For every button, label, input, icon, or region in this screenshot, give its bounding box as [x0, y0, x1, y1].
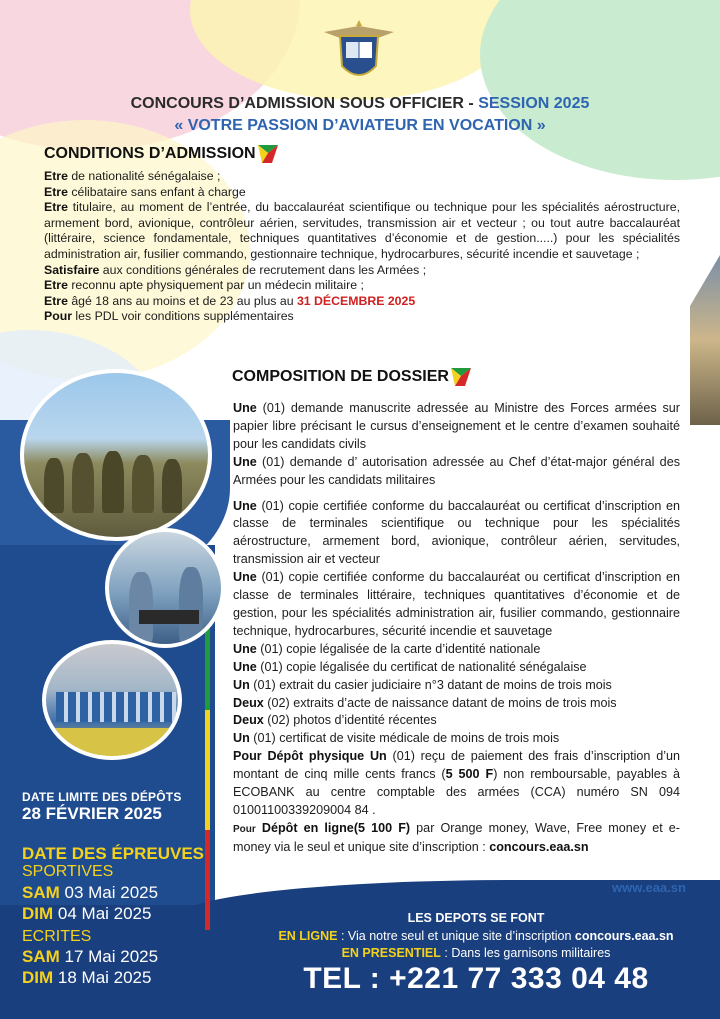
condition-item: Satisfaire aux conditions générales de recrutement dans les Armées ; [44, 262, 427, 277]
flag-triangle-icon [258, 145, 278, 163]
depots-online: EN LIGNE : Via notre seul et unique site d’inscription concours.eaa.sn [278, 929, 674, 943]
condition-item: Etre célibataire sans enfant à charge [44, 184, 246, 199]
dossier-item: Une (01) copie certifiée conforme du baccalauréat ou certificat d’inscription en classe de terminales scientifique ou technique pour les spécialités aérostructure, armement bord, avionique, contrôleur aérien, servitudes, transmission air et vecteur [233, 498, 680, 567]
condition-item-age: Etre âgé 18 ans au moins et de 23 au plus au 31 DÉCEMBRE 2025 [44, 293, 416, 308]
dossier-item: Une (01) demande manuscrite adressée au Ministre des Forces armées sur papier libre précisant le cursus d’enseignement et le centre d’examen souhaité pour les candidats civils [233, 401, 680, 451]
dossier-item: Une (01) demande d’ autorisation adressée au Chef d’état-major général des Armées pour les candidats militaires [233, 454, 680, 487]
aircraft-photo [690, 255, 720, 425]
deadline-label: DATE LIMITE DES DÉPÔTS [22, 790, 182, 804]
composition-list [233, 400, 680, 857]
dossier-item: Un (01) extrait du casier judiciaire n°3 datant de moins de trois mois [233, 677, 612, 692]
air-force-emblem-icon [322, 18, 396, 84]
registration-site: concours.eaa.sn [489, 839, 589, 854]
ecrites-date: SAM 17 Mai 2025 [22, 947, 159, 966]
depots-title: LES DEPOTS SE FONT [407, 911, 545, 925]
dossier-item: Un (01) certificat de visite médicale de moins de trois mois [233, 731, 560, 746]
soldiers-photo [20, 369, 212, 541]
conditions-list [44, 169, 680, 325]
sportives-date: SAM 03 Mai 2025 [22, 883, 159, 902]
phone-number[interactable]: TEL : +221 77 333 04 48 [303, 962, 649, 995]
sportives-label: SPORTIVES [22, 863, 114, 880]
bg-green-shape [480, 0, 720, 180]
conditions-title: CONDITIONS D’ADMISSION [44, 145, 278, 163]
composition-title: COMPOSITION DE DOSSIER [232, 368, 471, 386]
flag-strip-yellow [205, 710, 210, 830]
epreuves-title: DATE DES ÉPREUVES [22, 844, 205, 863]
deadline-value: 28 FÉVRIER 2025 [22, 804, 162, 823]
flag-strip-red [205, 830, 210, 930]
age-limit-date: 31 DÉCEMBRE 2025 [296, 293, 416, 308]
online-site-link[interactable]: concours.eaa.sn [574, 929, 674, 943]
dossier-item: Une (01) copie légalisée du certificat de nationalité sénégalaise [233, 659, 587, 674]
condition-item: Pour les PDL voir conditions supplémentaires [44, 309, 294, 324]
depot-en-ligne: Pour Dépôt en ligne(5 100 F) par Orange money, Wave, Free money et e-money via le seul et unique site d’inscription : concours.eaa.sn [233, 820, 680, 854]
depot-physique: Pour Dépôt physique Un (01) reçu de paiement des frais d’inscription d’un montant de cinq mille cents francs (5 500 F) non remboursable, payables à ECOBANK au centre comptable des armées (CCA) numéro SN 094 01001100339209004 84 . [233, 749, 681, 817]
condition-item: Etre titulaire, au moment de l’entrée, du baccalauréat scientifique ou technique pour les spécialités aérostructure, armement bord, avionique, contrôleur aérien, servitudes, transmission air et vecteur ; ou tout autre baccalauréat (littéraire, science fondamentale, techniques quantitatives d’économie et de gestion.....) pour les spécialités administration air, fusilier commando, gestionnaire technique, hydrocarbures, sécurité incendie et sauvetage ; [44, 200, 680, 261]
page-subtitle: « VOTRE PASSION D’AVIATEUR EN VOCATION » [174, 117, 546, 134]
ecrites-date: DIM 18 Mai 2025 [22, 968, 152, 987]
condition-item: Etre reconnu apte physiquement par un médecin militaire ; [44, 278, 364, 293]
sportives-date: DIM 04 Mai 2025 [22, 904, 152, 923]
dossier-item: Une (01) copie certifiée conforme du baccalauréat ou certificat d’inscription en classe de terminales littéraire, techniques quantitatives d’économie et de gestion, pour les spécialités administration air, fusilier commando, gestionnaire technique, hydrocarbures, sécurité incendie et sauvetage [233, 570, 680, 638]
dossier-item: Deux (02) photos d’identité récentes [233, 713, 437, 728]
dossier-item: Deux (02) extraits d’acte de naissance datant de moins de trois mois [233, 695, 617, 710]
depots-presentiel: EN PRESENTIEL : Dans les garnisons militaires [341, 946, 611, 960]
ecrites-label: ECRITES [22, 928, 92, 945]
session-label: SESSION 2025 [478, 95, 590, 112]
page-title: CONCOURS D’ADMISSION SOUS OFFICIER - SESSION 2025 [130, 95, 590, 112]
parade-photo [42, 640, 182, 760]
condition-item: Etre de nationalité sénégalaise ; [44, 169, 221, 183]
dossier-item: Une (01) copie légalisée de la carte d’identité nationale [233, 641, 541, 656]
office-photo [105, 528, 225, 648]
flag-triangle-icon [451, 368, 471, 386]
website-link[interactable]: www.eaa.sn [612, 880, 686, 895]
